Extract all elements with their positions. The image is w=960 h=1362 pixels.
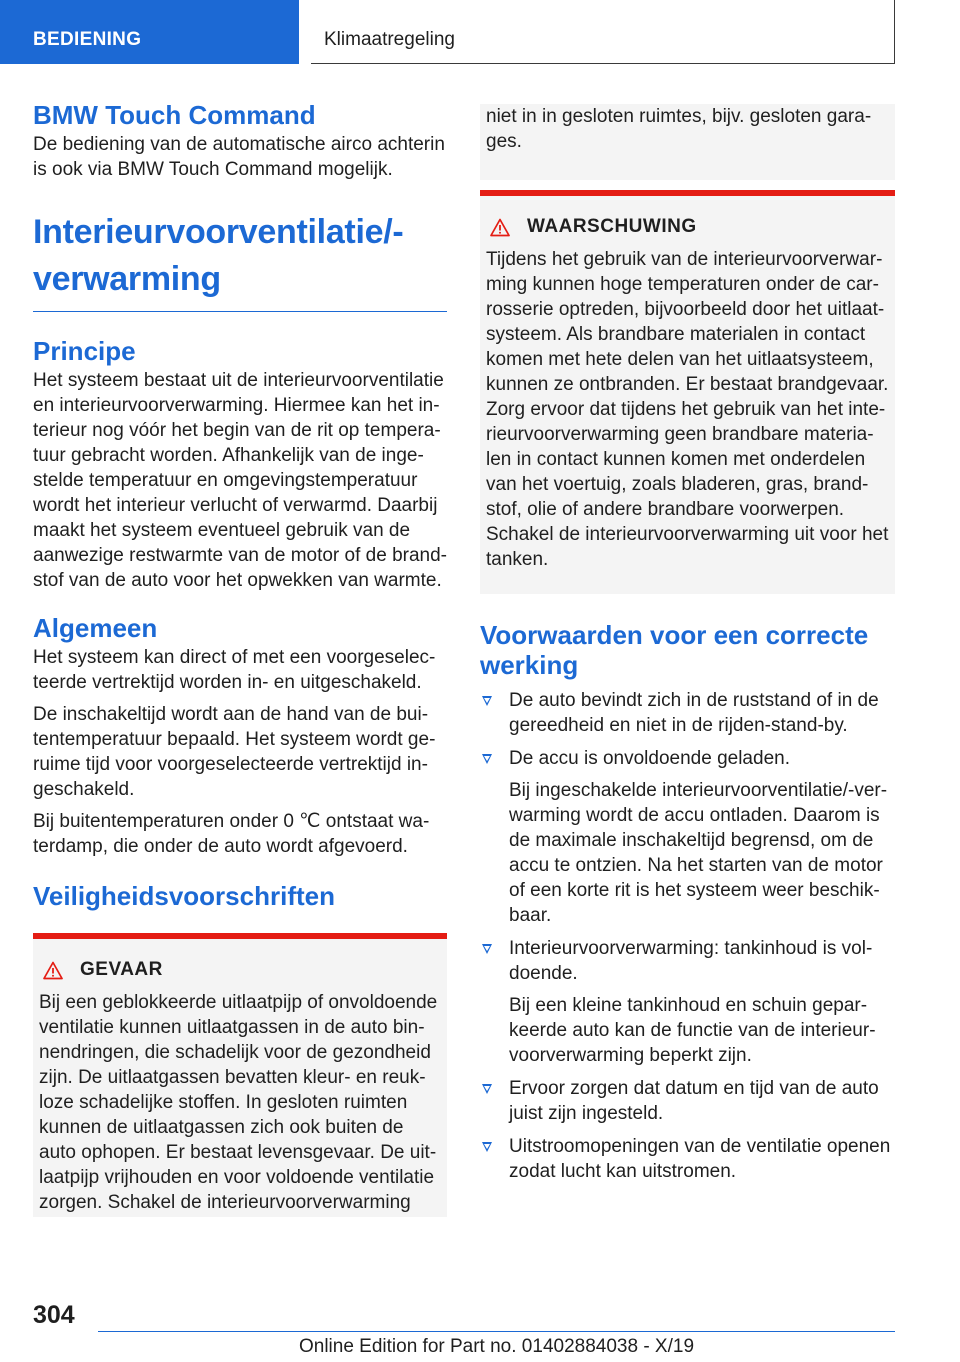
list-item-text: Uitstroomopeningen van de ventilatie openen zodat lucht kan uitstromen. — [509, 1136, 891, 1182]
list-item-text: De auto bevindt zich in de ruststand of in de gereedheid en niet in de rijden-stand-by. — [509, 690, 879, 736]
right-column — [480, 100, 895, 1192]
danger-text-continued: niet in in gesloten ruimtes, bijv. gesloten garages. — [486, 106, 872, 152]
warning-triangle-icon — [43, 961, 63, 980]
chapter-header — [311, 0, 895, 64]
section-label: BEDIENING — [33, 29, 142, 50]
list-item-text: Interieurvoorverwarming: tankinhoud is voldoende. — [509, 938, 873, 984]
heading-rule — [33, 311, 447, 312]
footer-edition: Online Edition for Part no. 01402884038 - X/19 — [298, 1336, 695, 1357]
algemeen-paragraph-1: Het systeem kan direct of met een voorgeselecteerde vertrektijd worden in- en uitgeschakeld. — [33, 647, 436, 693]
principe-heading: Principe — [33, 336, 136, 366]
left-column — [33, 100, 447, 1217]
main-heading-line-1: Interieurvoorventilatie/- — [33, 213, 404, 251]
footer-rule — [98, 1331, 895, 1332]
danger-box — [33, 933, 447, 1217]
touch-command-heading: BMW Touch Command — [33, 100, 316, 130]
list-item-text: De accu is onvoldoende geladen. — [509, 748, 790, 769]
list-item — [480, 746, 895, 928]
danger-title: GEVAAR — [80, 959, 163, 980]
voorwaarden-heading: Voorwaarden voor een correcte werking — [480, 620, 869, 680]
chapter-label: Klimaatregeling — [324, 29, 455, 50]
warning-header — [486, 196, 889, 247]
triangle-bullet-icon — [482, 696, 492, 706]
list-item-subtext: Bij ingeschakelde interieurvoorventilatie/-verwarming wordt de accu ontladen. Daarom is de maximale inschakeltijd begrensd, om de accu te ontzien. Na het starten van de motor of een korte rit is het systeem weer beschikbaar. — [509, 780, 888, 926]
list-item — [480, 936, 895, 1068]
triangle-bullet-icon — [482, 754, 492, 764]
list-item-text: Ervoor zorgen dat datum en tijd van de auto juist zijn ingesteld. — [509, 1078, 879, 1124]
warning-text: Tijdens het gebruik van de interieurvoorverwarming kunnen hoge temperaturen onder de carrosserie optreden, bijvoorbeeld door het uitlaatsysteem. Als brandbare materialen in contact komen met hete delen van het uitlaatsysteem, kunnen ze ontbranden. Er bestaat brandgevaar. Zorg ervoor dat tijdens het gebruik van het interieurvoorverwarming geen brandbare materialen in contact kunnen komen met onderdelen van het voertuig, zoals bladeren, gras, brandstof, olie of andere brandbare voorwerpen. Schakel de interieurvoorverwarming uit voor het tanken. — [486, 249, 889, 570]
page-number: 304 — [33, 1301, 75, 1329]
algemeen-paragraph-3: Bij buitentemperaturen onder 0 ℃ ontstaat waterdamp, die onder de auto wordt afgevoerd. — [33, 811, 430, 857]
algemeen-paragraph-2: De inschakeltijd wordt aan de hand van de buitentemperatuur bepaald. Het systeem wordt geruime tijd voor voorgeselecteerde vertrektijd ingeschakeld. — [33, 704, 436, 800]
triangle-bullet-icon — [482, 944, 492, 954]
list-item — [480, 688, 895, 738]
section-tab — [0, 0, 299, 64]
list-item — [480, 1076, 895, 1126]
warning-box — [480, 190, 895, 594]
touch-command-text: De bediening van de automatische airco achterin is ook via BMW Touch Command mogelijk. — [33, 134, 445, 180]
principe-text: Het systeem bestaat uit de interieurvoorventilatie en interieurvoorverwarming. Hiermee kan het interieur nog vóór het begin van de rit op temperatuur gebracht worden. Afhankelijk van de ingestelde temperatuur en omgevingstemperatuur wordt het interieur verlucht of verwarmd. Daarbij maakt het systeem eventueel gebruik van de aanwezige restwarmte van de motor of de brandstof van de auto voor het opwekken van warmte. — [33, 370, 447, 591]
warning-triangle-icon — [490, 218, 510, 237]
veiligheid-heading: Veiligheidsvoorschriften — [33, 881, 335, 911]
list-item-subtext: Bij een kleine tankinhoud en schuin geparkeerde auto kan de functie van de interieurvoorverwarming beperkt zijn. — [509, 995, 876, 1066]
triangle-bullet-icon — [482, 1142, 492, 1152]
main-heading — [33, 209, 447, 303]
warning-title: WAARSCHUWING — [527, 216, 697, 237]
algemeen-heading: Algemeen — [33, 613, 158, 643]
list-item — [480, 1134, 895, 1184]
main-heading-line-2: verwarming — [33, 260, 221, 298]
danger-box-continued — [480, 104, 895, 180]
danger-header — [39, 939, 441, 990]
conditions-list — [480, 688, 895, 1184]
triangle-bullet-icon — [482, 1084, 492, 1094]
danger-text: Bij een geblokkeerde uitlaatpijp of onvoldoende ventilatie kunnen uitlaatgassen in de auto binnendringen, die schadelijk voor de gezondheid zijn. De uitlaatgassen bevatten kleur- en reukloze schadelijke stoffen. In gesloten ruimten kunnen de uitlaatgassen zich ook buiten de auto ophopen. Er bestaat levensgevaar. De uitlaatpijp vrijhouden en voor voldoende ventilatie zorgen. Schakel de interieurvoorverwarming — [39, 992, 438, 1213]
